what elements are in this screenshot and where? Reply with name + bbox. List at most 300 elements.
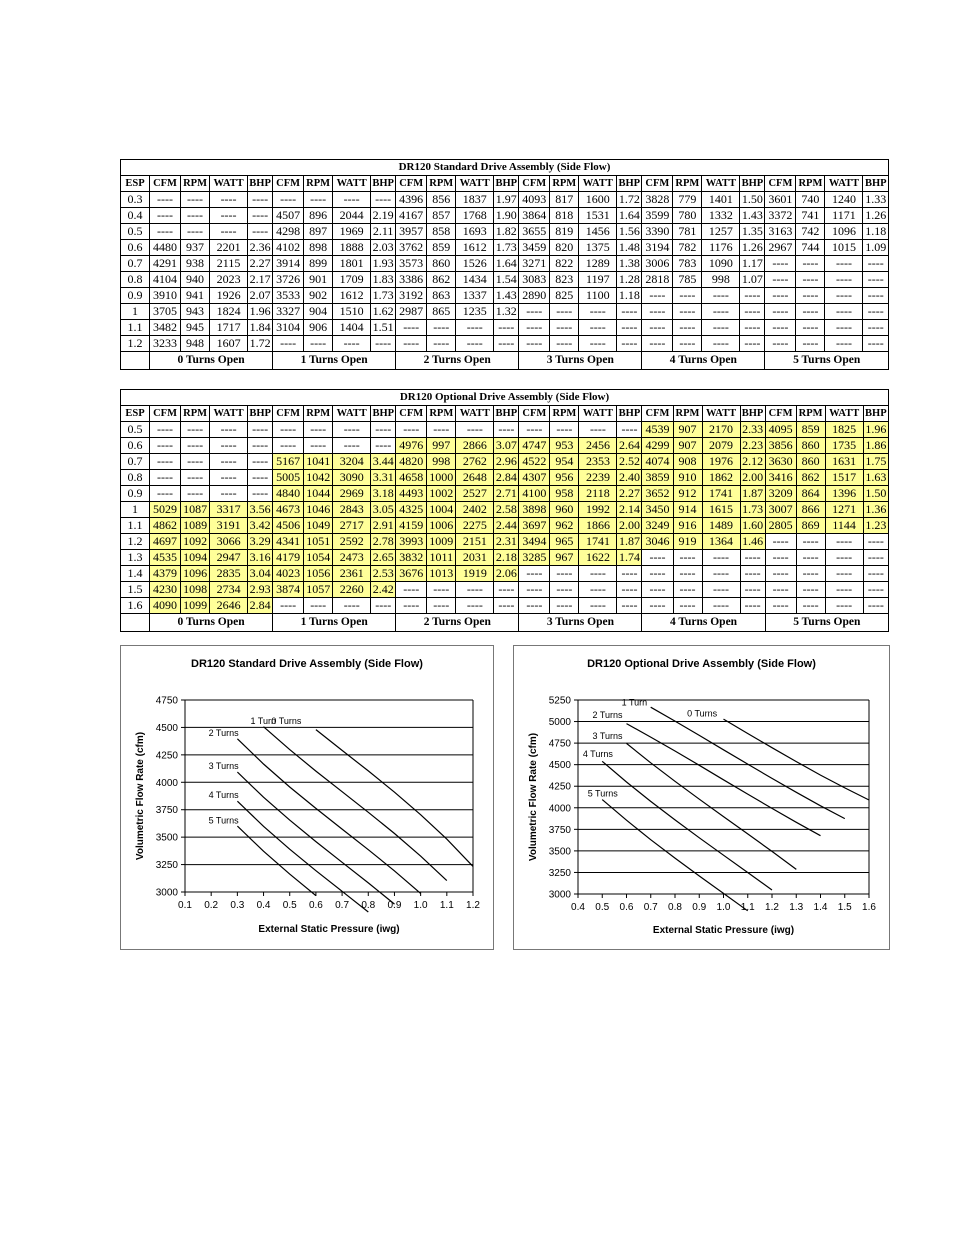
column-header: CFM [396, 176, 427, 192]
chart-title: DR120 Optional Drive Assembly (Side Flow) [587, 658, 816, 670]
table-cell: 866 [796, 502, 825, 518]
table-row [121, 582, 889, 598]
column-header: RPM [796, 406, 825, 422]
table-cell: ---- [863, 336, 889, 352]
column-header: WATT [333, 406, 371, 422]
table-cell: 4522 [519, 454, 550, 470]
table-cell: 1612 [333, 288, 371, 304]
turns-open-label: 4 Turns Open [642, 614, 765, 632]
esp-cell: 1.2 [121, 534, 150, 550]
table-cell: ---- [273, 336, 304, 352]
table-cell: ---- [642, 598, 673, 614]
table-cell: ---- [371, 598, 396, 614]
table-cell: 4840 [273, 486, 304, 502]
table-cell: 2.64 [617, 438, 642, 454]
column-header: WATT [210, 176, 248, 192]
table-cell: 954 [550, 454, 579, 470]
table-cell: ---- [673, 288, 702, 304]
table-cell: 4539 [642, 422, 673, 438]
table-row [121, 240, 889, 256]
table-cell: 2.93 [248, 582, 273, 598]
table-cell: 2.11 [371, 224, 396, 240]
y-tick-label: 4500 [548, 760, 571, 772]
table-cell: 3209 [765, 486, 796, 502]
table-cell: 3271 [519, 256, 550, 272]
table-cell: ---- [673, 336, 702, 352]
table-cell: 740 [796, 192, 825, 208]
y-tick-label: 3000 [155, 887, 178, 899]
table-cell: 3993 [396, 534, 427, 550]
table-cell: ---- [765, 582, 796, 598]
table-cell: 1526 [456, 256, 494, 272]
column-header: WATT [825, 176, 863, 192]
table-cell: ---- [740, 582, 765, 598]
table-cell: 3828 [642, 192, 673, 208]
table-cell: 3705 [150, 304, 181, 320]
table-cell: ---- [456, 422, 494, 438]
table-cell: ---- [673, 566, 702, 582]
table-cell: ---- [863, 566, 888, 582]
table-row [121, 454, 889, 470]
table-cell: 4100 [519, 486, 550, 502]
esp-cell: 0.7 [121, 454, 150, 470]
table-cell: ---- [579, 566, 617, 582]
table-cell: 1396 [825, 486, 863, 502]
table-cell: 1.28 [617, 272, 642, 288]
table-cell: ---- [765, 534, 796, 550]
column-header: RPM [427, 176, 456, 192]
table-cell: 3104 [273, 320, 304, 336]
table-cell: 1992 [579, 502, 617, 518]
table-cell: ---- [371, 192, 396, 208]
table-cell: 4102 [273, 240, 304, 256]
table-cell: 2.58 [494, 502, 519, 518]
table-cell: ---- [371, 422, 396, 438]
table-cell: 943 [181, 304, 210, 320]
table-cell: 967 [550, 550, 579, 566]
table-cell: 858 [427, 224, 456, 240]
table-cell: 1.56 [617, 224, 642, 240]
table-cell: 1.26 [863, 208, 889, 224]
esp-cell: 0.8 [121, 272, 150, 288]
table-cell: 1.36 [863, 502, 888, 518]
table-cell: 4507 [273, 208, 304, 224]
table-cell: ---- [642, 304, 673, 320]
table-cell: 2734 [210, 582, 248, 598]
table-cell: 782 [673, 240, 702, 256]
table-cell: 1.50 [863, 486, 888, 502]
table-cell: ---- [396, 422, 427, 438]
table-cell: 3.42 [248, 518, 273, 534]
x-tick-label: 1.1 [439, 900, 454, 911]
table-cell: ---- [150, 224, 181, 240]
y-tick-label: 3500 [548, 846, 571, 858]
table-cell: ---- [181, 192, 210, 208]
table-cell: 1000 [427, 470, 456, 486]
table-cell: 3327 [273, 304, 304, 320]
table-cell: 1622 [579, 550, 617, 566]
table-cell: 2275 [456, 518, 494, 534]
table-cell: ---- [456, 336, 494, 352]
series-label: 1 Turn [621, 697, 648, 708]
table-cell: ---- [494, 320, 519, 336]
table-cell: ---- [150, 438, 181, 454]
series-line [264, 727, 447, 881]
table-row [121, 304, 889, 320]
table-cell: 1.64 [617, 208, 642, 224]
table-row [121, 518, 889, 534]
table-cell: 1.73 [494, 240, 519, 256]
table-cell: ---- [333, 336, 371, 352]
table-cell: 3390 [642, 224, 673, 240]
table-cell: 1.09 [863, 240, 889, 256]
table-cell: 1693 [456, 224, 494, 240]
table-cell: ---- [579, 336, 617, 352]
table-row [121, 256, 889, 272]
table-cell: ---- [740, 550, 765, 566]
table-cell: 3450 [642, 502, 673, 518]
table-cell: ---- [248, 438, 273, 454]
table-cell: 4535 [150, 550, 181, 566]
table-cell: ---- [863, 288, 889, 304]
column-header: CFM [519, 406, 550, 422]
y-tick-label: 4750 [155, 695, 178, 707]
x-tick-label: 1.0 [716, 902, 731, 913]
table-cell: 898 [304, 240, 333, 256]
series-line [724, 719, 870, 800]
table-cell: 4658 [396, 470, 427, 486]
table-title: DR120 Standard Drive Assembly (Side Flow) [121, 160, 889, 176]
table-cell: 3.16 [248, 550, 273, 566]
table-cell: 1046 [304, 502, 333, 518]
table-cell: 2023 [210, 272, 248, 288]
column-header: RPM [181, 406, 210, 422]
table-row [121, 288, 889, 304]
table-cell: 1051 [304, 534, 333, 550]
table-cell: 859 [427, 240, 456, 256]
table-cell: 1615 [702, 502, 740, 518]
table-cell: 741 [796, 208, 825, 224]
table-cell: 3762 [396, 240, 427, 256]
table-cell: 3204 [333, 454, 371, 470]
table-cell: 1094 [181, 550, 210, 566]
table-cell: 2527 [456, 486, 494, 502]
series-label: 4 Turns [582, 748, 613, 759]
table-cell: 4093 [519, 192, 550, 208]
table-cell: 2260 [333, 582, 371, 598]
table-cell: 4159 [396, 518, 427, 534]
x-tick-label: 1.4 [813, 902, 828, 913]
table-cell: ---- [617, 304, 642, 320]
table-cell: 1375 [579, 240, 617, 256]
table-row [121, 534, 889, 550]
table-cell: ---- [796, 272, 825, 288]
table-cell: ---- [579, 582, 617, 598]
x-tick-label: 1.2 [765, 902, 779, 913]
table-cell: 3090 [333, 470, 371, 486]
table-cell: 3.07 [494, 438, 519, 454]
table-row [121, 566, 889, 582]
table-cell: 2818 [642, 272, 673, 288]
table-cell: ---- [427, 422, 456, 438]
table-cell: ---- [702, 288, 740, 304]
table-cell: 1337 [456, 288, 494, 304]
table-row [121, 438, 889, 454]
table-cell: 781 [673, 224, 702, 240]
column-header: RPM [796, 176, 825, 192]
esp-cell: 0.5 [121, 224, 150, 240]
table-cell: ---- [210, 224, 248, 240]
table-cell: 1.75 [863, 454, 888, 470]
table-cell: 1404 [333, 320, 371, 336]
table-cell: 820 [550, 240, 579, 256]
table-cell: ---- [304, 438, 333, 454]
x-tick-label: 0.8 [361, 900, 376, 911]
table-cell: 1235 [456, 304, 494, 320]
x-tick-label: 1.2 [466, 900, 480, 911]
series-label: 2 Turns [592, 710, 623, 721]
esp-cell: 1.1 [121, 320, 150, 336]
footer-blank [121, 614, 150, 632]
table-cell: ---- [702, 598, 740, 614]
series-label: 0 Turns [687, 708, 718, 719]
table-cell: ---- [519, 422, 550, 438]
table-cell: ---- [863, 598, 888, 614]
table-cell: 3.29 [248, 534, 273, 550]
table-cell: ---- [702, 304, 740, 320]
column-header: RPM [304, 406, 333, 422]
table-cell: 823 [550, 272, 579, 288]
table-cell: 2835 [210, 566, 248, 582]
table-cell: 1.96 [248, 304, 273, 320]
column-header: CFM [765, 176, 796, 192]
table-cell: 862 [796, 470, 825, 486]
y-tick-label: 4000 [155, 777, 178, 789]
y-tick-label: 4750 [548, 738, 571, 750]
table-cell: ---- [863, 582, 888, 598]
series-label: 5 Turns [587, 788, 618, 799]
table-cell: 864 [796, 486, 825, 502]
table-cell: ---- [396, 320, 427, 336]
column-header: CFM [273, 176, 304, 192]
column-header: BHP [248, 406, 273, 422]
table-cell: 916 [673, 518, 702, 534]
column-header: BHP [494, 176, 519, 192]
table-cell: 3630 [765, 454, 796, 470]
table-cell: 4104 [150, 272, 181, 288]
table-cell: ---- [825, 598, 863, 614]
table-cell: 817 [550, 192, 579, 208]
table-row [121, 550, 889, 566]
table-cell: 1631 [825, 454, 863, 470]
table-cell: 860 [796, 438, 825, 454]
table-cell: ---- [150, 454, 181, 470]
table-cell: 1009 [427, 534, 456, 550]
table-cell: ---- [642, 288, 673, 304]
table-cell: ---- [427, 598, 456, 614]
table-cell: 2.06 [494, 566, 519, 582]
table-cell: ---- [210, 192, 248, 208]
standard-drive-chart [120, 645, 494, 950]
table-cell: 3317 [210, 502, 248, 518]
esp-cell: 1.3 [121, 550, 150, 566]
table-cell: 4299 [642, 438, 673, 454]
table-cell: ---- [494, 598, 519, 614]
table-cell: ---- [702, 320, 740, 336]
table-cell: 965 [550, 534, 579, 550]
table-cell: ---- [333, 598, 371, 614]
table-cell: ---- [333, 192, 371, 208]
table-cell: 2.52 [617, 454, 642, 470]
table-cell: ---- [519, 304, 550, 320]
table-cell: 1456 [579, 224, 617, 240]
table-cell: ---- [371, 438, 396, 454]
column-header: WATT [579, 176, 617, 192]
table-cell: 3.56 [248, 502, 273, 518]
table-cell: 998 [427, 454, 456, 470]
table-cell: 1.72 [617, 192, 642, 208]
table-cell: 5167 [273, 454, 304, 470]
x-tick-label: 0.9 [692, 902, 707, 913]
table-cell: 2.18 [494, 550, 519, 566]
x-tick-label: 0.7 [643, 902, 658, 913]
table-cell: 960 [550, 502, 579, 518]
table-cell: 2.23 [740, 438, 765, 454]
table-cell: 1.48 [617, 240, 642, 256]
table-cell: 2.53 [371, 566, 396, 582]
table-cell: 937 [181, 240, 210, 256]
table-cell: 2805 [765, 518, 796, 534]
table-cell: ---- [617, 422, 642, 438]
table-cell: 4480 [150, 240, 181, 256]
table-cell: ---- [673, 598, 702, 614]
table-cell: ---- [210, 470, 248, 486]
table-cell: 863 [427, 288, 456, 304]
table-cell: 1741 [702, 486, 740, 502]
table-cell: 3163 [765, 224, 796, 240]
column-header: RPM [304, 176, 333, 192]
series-label: 3 Turns [208, 761, 239, 772]
table-cell: 3191 [210, 518, 248, 534]
table-cell: ---- [796, 288, 825, 304]
table-cell: ---- [519, 566, 550, 582]
table-cell: ---- [765, 320, 796, 336]
table-cell: ---- [765, 598, 796, 614]
series-line [627, 724, 821, 836]
table-cell: 1.93 [371, 256, 396, 272]
column-header: BHP [494, 406, 519, 422]
table-cell: 857 [427, 208, 456, 224]
table-cell: 819 [550, 224, 579, 240]
table-cell: 1.26 [740, 240, 765, 256]
x-tick-label: 0.6 [308, 900, 323, 911]
table-cell: 2239 [579, 470, 617, 486]
esp-cell: 1.1 [121, 518, 150, 534]
table-cell: ---- [740, 320, 765, 336]
table-cell: 860 [427, 256, 456, 272]
table-cell: 4976 [396, 438, 427, 454]
column-header: BHP [863, 176, 889, 192]
table-cell: ---- [181, 486, 210, 502]
table-cell: ---- [863, 320, 889, 336]
optional-drive-chart-svg [514, 646, 889, 949]
y-tick-label: 3500 [155, 832, 178, 844]
table-cell: 1.38 [617, 256, 642, 272]
table-cell: ---- [642, 550, 673, 566]
column-header: RPM [550, 176, 579, 192]
table-cell: ---- [579, 304, 617, 320]
table-cell: 4095 [765, 422, 796, 438]
table-cell: 3697 [519, 518, 550, 534]
table-cell: 1.35 [740, 224, 765, 240]
table-cell: 2.65 [371, 550, 396, 566]
table-row [121, 224, 889, 240]
table-cell: 1056 [304, 566, 333, 582]
table-cell: 3083 [519, 272, 550, 288]
table-cell: ---- [150, 208, 181, 224]
column-header: RPM [673, 406, 702, 422]
x-axis-label: External Static Pressure (iwg) [652, 925, 795, 936]
table-cell: 1257 [702, 224, 740, 240]
esp-cell: 0.7 [121, 256, 150, 272]
table-cell: 3910 [150, 288, 181, 304]
table-cell: ---- [796, 582, 825, 598]
table-cell: ---- [396, 336, 427, 352]
turns-open-label: 5 Turns Open [765, 352, 889, 370]
optional-drive-chart [513, 645, 890, 950]
x-tick-label: 1.3 [789, 902, 804, 913]
table-cell: 3599 [642, 208, 673, 224]
x-tick-label: 1.0 [413, 900, 428, 911]
table-cell: ---- [765, 336, 796, 352]
table-cell: 1434 [456, 272, 494, 288]
table-cell: 914 [673, 502, 702, 518]
series-line [316, 730, 473, 867]
table-cell: 2969 [333, 486, 371, 502]
table-cell: 2.33 [740, 422, 765, 438]
table-cell: 1015 [825, 240, 863, 256]
y-tick-label: 5000 [548, 717, 571, 729]
table-cell: 1862 [702, 470, 740, 486]
table-cell: 2.31 [494, 534, 519, 550]
y-axis-label: Volumetric Flow Rate (cfm) [135, 731, 146, 861]
table-cell: 862 [427, 272, 456, 288]
table-cell: ---- [427, 320, 456, 336]
table-cell: ---- [825, 566, 863, 582]
esp-cell: 1.4 [121, 566, 150, 582]
table-cell: ---- [550, 598, 579, 614]
table-cell: ---- [248, 470, 273, 486]
table-cell: 3249 [642, 518, 673, 534]
table-cell: ---- [702, 566, 740, 582]
column-header: BHP [740, 176, 765, 192]
table-cell: 3573 [396, 256, 427, 272]
table-cell: 779 [673, 192, 702, 208]
table-cell: ---- [181, 224, 210, 240]
standard-drive-table [120, 159, 889, 370]
table-cell: 2.78 [371, 534, 396, 550]
table-cell: ---- [550, 336, 579, 352]
series-line [237, 772, 394, 904]
table-row [121, 486, 889, 502]
table-cell: 941 [181, 288, 210, 304]
table-cell: ---- [181, 438, 210, 454]
table-row [121, 192, 889, 208]
table-cell: 1.87 [740, 486, 765, 502]
table-cell: 1002 [427, 486, 456, 502]
table-cell: 1054 [304, 550, 333, 566]
table-cell: 1090 [702, 256, 740, 272]
